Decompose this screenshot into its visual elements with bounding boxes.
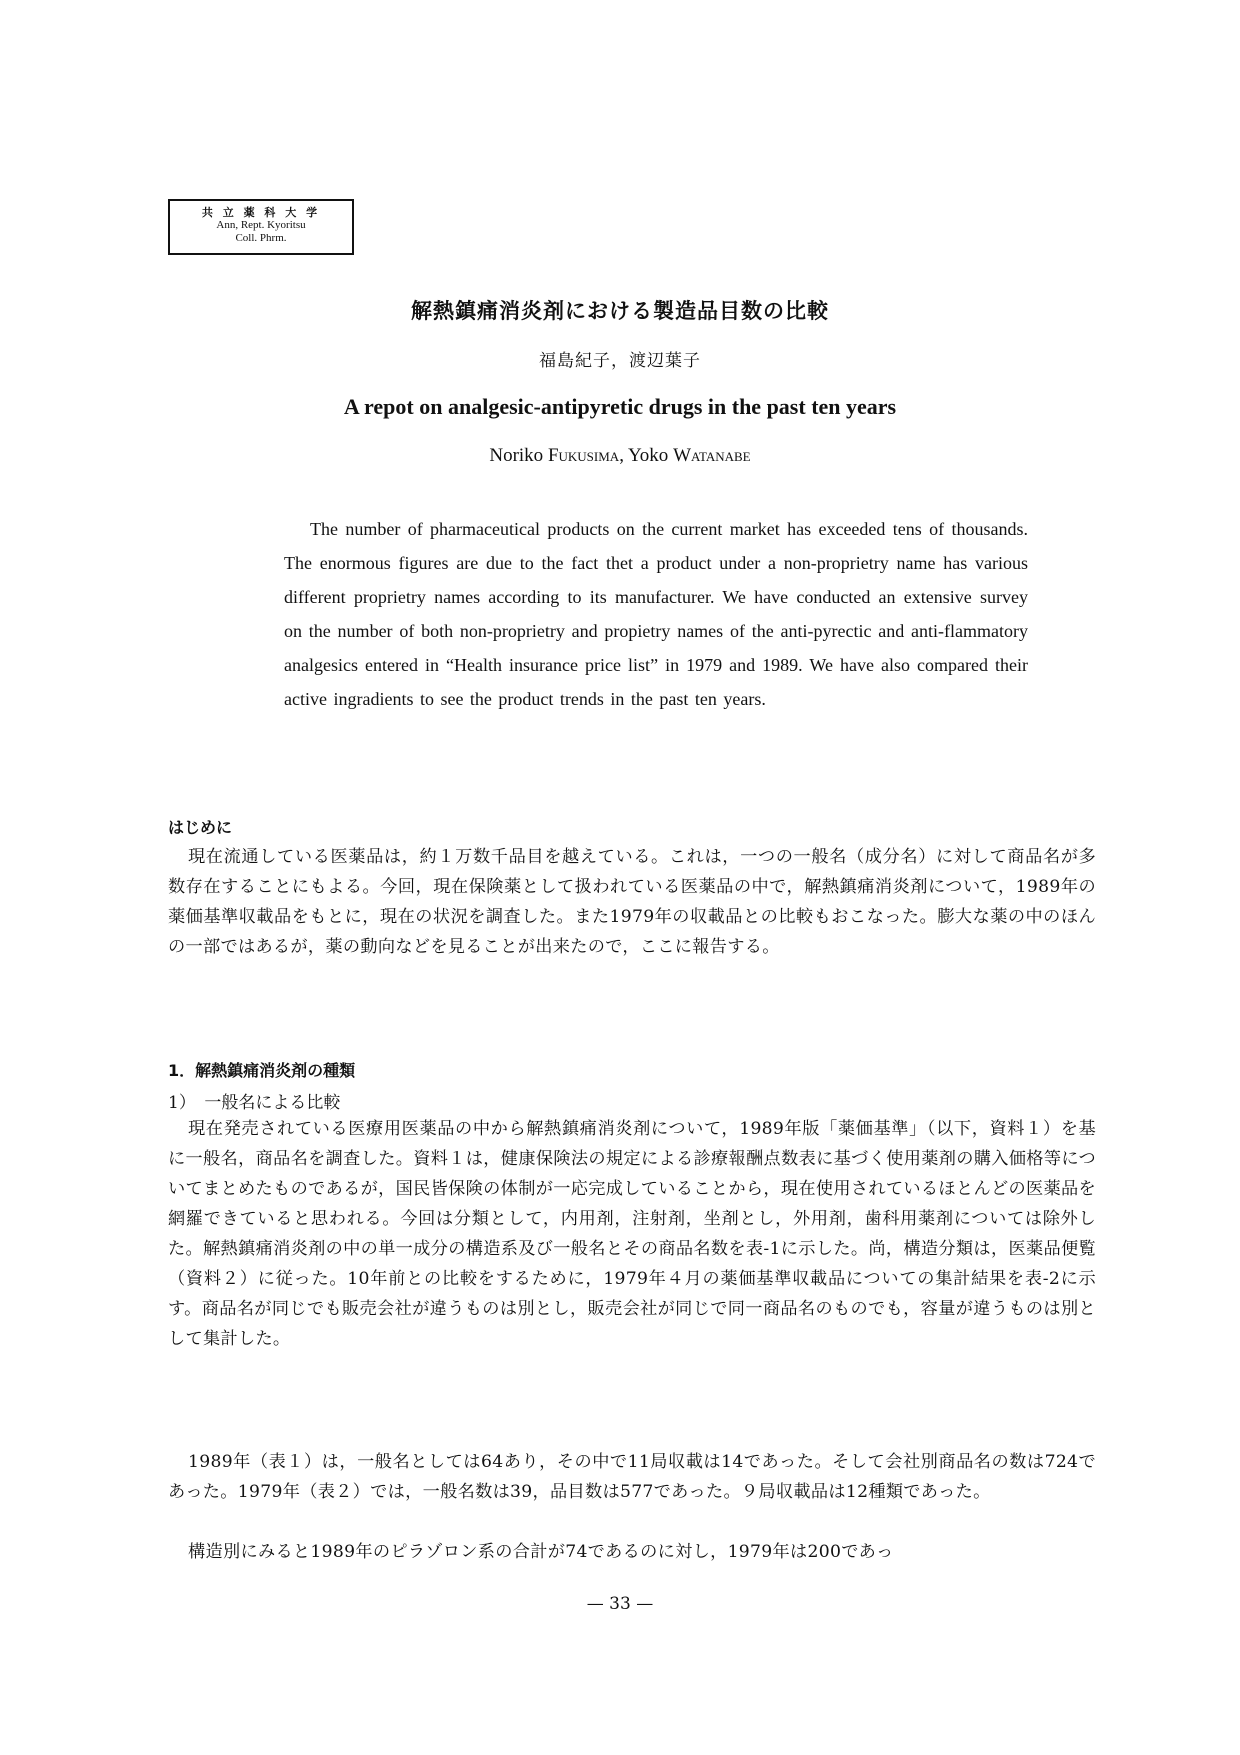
authors-jp: 福島紀子，渡辺葉子 [539, 351, 701, 371]
paper-title-jp: 解熱鎮痛消炎剤における製造品目数の比較 [411, 299, 829, 323]
author-separator: , [619, 445, 628, 466]
journal-name-en-line2: Coll. Phrm. [235, 232, 287, 244]
page-number: — 33 — [586, 1594, 654, 1614]
author1-given-name: Noriko [489, 445, 548, 466]
section-1-paragraph-3: 構造別にみると1989年のピラゾロン系の合計が74であるのに対し，1979年は200であっ [188, 1542, 894, 1562]
author2-given-name: Yoko [627, 445, 674, 466]
intro-heading: はじめに [168, 818, 233, 837]
section-1-paragraph-1: 現在発売されている医療用医薬品の中から解熱鎮痛消炎剤について，1989年版「薬価基準」（以下，資料１）を基に一般名，商品名を調査した。資料１は，健康保険法の規定による診療報酬点数表に基づく使用薬剤の購入価格等についてまとめたものであるが，国民皆保険の体制が一応完成していることから，現在使用されているほとんどの医薬品を網羅できていると思われる。今回は分類として，内用剤，注射剤，坐剤とし，外用剤，歯科用薬剤については除外した。解熱鎮痛消炎剤の中の単一成分の構造系及び一般名とその商品名数を表-1に示した。尚，構造分類は，医薬品便覧（資料２）に従った。10年前との比較をするために，1979年４月の薬価基準収載品についての集計結果を表-2に示す。商品名が同じでも販売会社が違うものは別とし，販売会社が同じで同一商品名のものでも，容量が違うものは別として集計した。 [168, 1119, 1096, 1349]
section-1-heading: 1．解熱鎮痛消炎剤の種類 [168, 1061, 356, 1080]
journal-name-jp: 共 立 薬 科 大 学 [201, 206, 321, 219]
subsection-1-1-heading: 1） 一般名による比較 [168, 1093, 341, 1113]
paper-title-en: A repot on analgesic-antipyretic drugs in the past ten years [343, 394, 897, 419]
journal-info-box [168, 199, 354, 255]
author2-family-name: Watanabe [673, 445, 751, 466]
journal-name-en-line1: Ann, Rept. Kyoritsu [216, 219, 306, 231]
author1-family-name: Fukusima [547, 445, 620, 466]
authors-en [0, 445, 1240, 467]
intro-paragraph: 現在流通している医薬品は，約１万数千品目を越えている。これは，一つの一般名（成分名）に対して商品名が多数存在することにもよる。今回，現在保険薬として扱われている医薬品の中で，解熱鎮痛消炎剤について，1989年の薬価基準収載品をもとに，現在の状況を調査した。また1979年の収載品との比較もおこなった。膨大な薬の中のほんの一部ではあるが，薬の動向などを見ることが出来たので，ここに報告する。 [168, 847, 1096, 957]
abstract: The number of pharmaceutical products on the current market has exceeded tens of thousands. The enormous figures are due to the fact thet a product under a non-proprietry name has various different proprietry names according to its manufacturer. We have conducted an extensive survey on the number of both non-proprietry and propietry names of the anti-pyrectic and anti-flammatory analgesics entered in “Health insurance price list” in 1979 and 1989. We have also compared their active ingradients to see the product trends in the past ten years. [284, 519, 1028, 709]
section-1-paragraph-2: 1989年（表１）は，一般名としては64あり，その中で11局収載は14であった。そして会社別商品名の数は724であった。1979年（表２）では，一般名数は39，品目数は577であった。９局収載品は12種類であった。 [168, 1452, 1096, 1502]
